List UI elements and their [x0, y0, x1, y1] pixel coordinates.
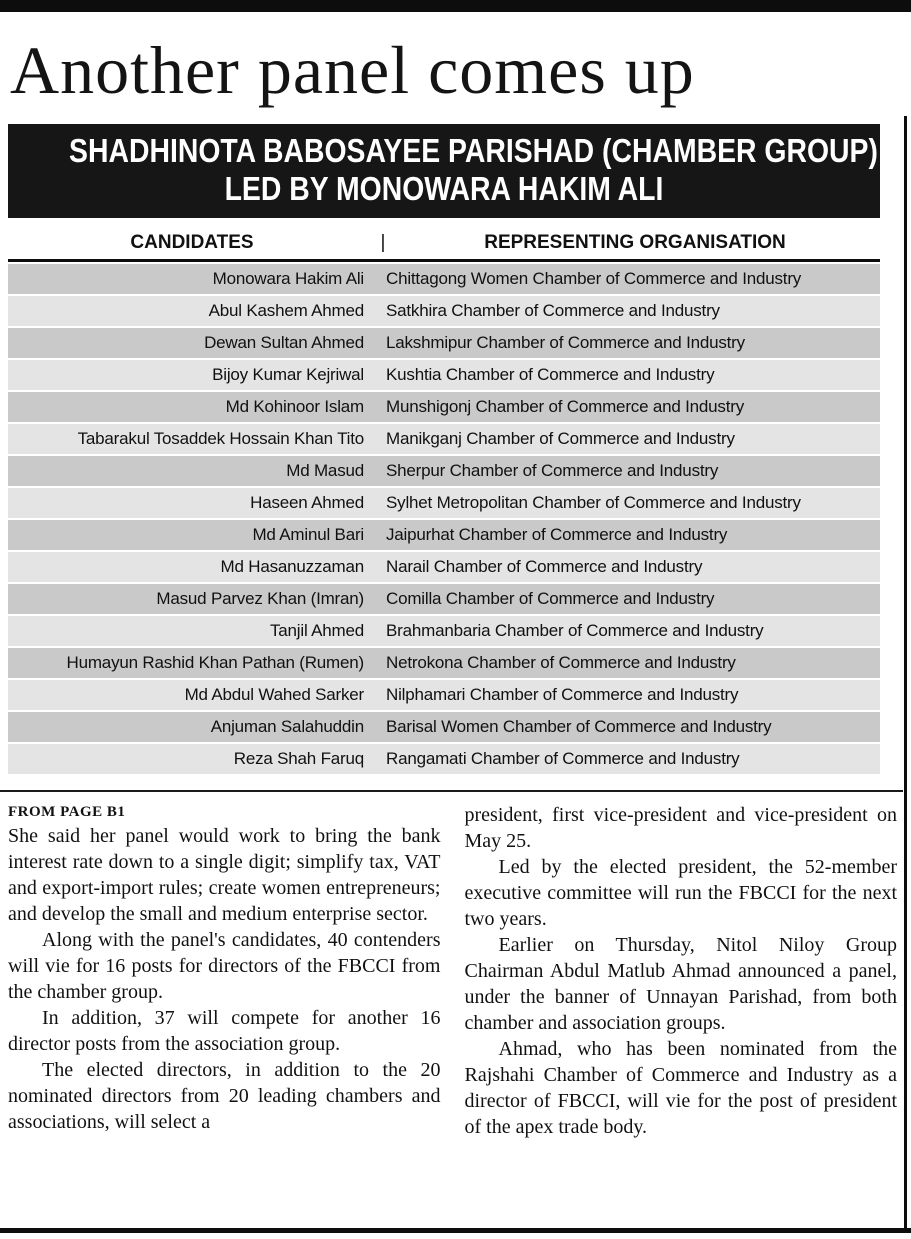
organisation-name: Chittagong Women Chamber of Commerce and Industry: [386, 269, 802, 288]
article-paragraph: Earlier on Thursday, Nitol Niloy Group Chairman Abdul Matlub Ahmad announced a panel, under the banner of Unnayan Parishad, from both chamber and association groups.: [464, 934, 897, 1034]
candidate-name: Reza Shah Faruq: [233, 749, 364, 768]
table-row: [8, 360, 880, 390]
article-paragraph: president, first vice-president and vice-president on May 25.: [464, 804, 897, 852]
article-column-left: [8, 802, 441, 1140]
table-row: [8, 264, 880, 294]
candidate-name: Md Kohinoor Islam: [225, 397, 364, 416]
table-row: [8, 392, 880, 422]
bottom-rule: [0, 1228, 911, 1233]
from-page-kicker: FROM PAGE B1: [8, 804, 126, 820]
article-column-right: [465, 802, 898, 1140]
organisation-name: Comilla Chamber of Commerce and Industry: [386, 589, 715, 608]
headline: Another panel comes up: [10, 32, 695, 108]
header-representing-organisation: REPRESENTING ORGANISATION: [484, 232, 786, 253]
panel-banner: [8, 124, 880, 218]
table-row: [8, 616, 880, 646]
organisation-name: Satkhira Chamber of Commerce and Industry: [386, 301, 720, 320]
candidate-name: Dewan Sultan Ahmed: [204, 333, 364, 352]
article-paragraph: Led by the elected president, the 52-member executive committee will run the FBCCI for the next two years.: [464, 856, 897, 930]
organisation-name: Sherpur Chamber of Commerce and Industry: [386, 461, 719, 480]
organisation-name: Munshigonj Chamber of Commerce and Industry: [386, 397, 745, 416]
table-row: [8, 648, 880, 678]
table-row: [8, 584, 880, 614]
candidate-name: Bijoy Kumar Kejriwal: [212, 365, 364, 384]
organisation-name: Sylhet Metropolitan Chamber of Commerce and Industry: [386, 493, 801, 512]
candidate-name: Tabarakul Tosaddek Hossain Khan Tito: [77, 429, 364, 448]
candidates-table: [8, 228, 880, 774]
article-paragraph: She said her panel would work to bring the bank interest rate down to a single digit; simplify tax, VAT and export-import rules; create women entrepreneurs; and develop the small and medium enterprise sector.: [8, 825, 441, 925]
table-row: [8, 680, 880, 710]
table-row: [8, 456, 880, 486]
article-paragraphs-right: [465, 802, 898, 1140]
table-row: [8, 328, 880, 358]
right-edge-rule: [904, 116, 907, 1228]
table-row: [8, 488, 880, 518]
organisation-name: Barisal Women Chamber of Commerce and Industry: [386, 717, 772, 736]
candidate-name: Abul Kashem Ahmed: [208, 301, 364, 320]
candidate-name: Monowara Hakim Ali: [212, 269, 364, 288]
header-separator: |: [380, 232, 386, 253]
banner-line1: SHADHINOTA BABOSAYEE PARISHAD (CHAMBER GROUP): [69, 132, 878, 169]
article-paragraphs-left: [8, 823, 441, 1135]
organisation-name: Narail Chamber of Commerce and Industry: [386, 557, 703, 576]
candidate-name: Humayun Rashid Khan Pathan (Rumen): [66, 653, 364, 672]
organisation-name: Lakshmipur Chamber of Commerce and Industry: [386, 333, 745, 352]
table-header-row: [8, 228, 880, 262]
candidate-name: Md Masud: [286, 461, 364, 480]
organisation-name: Kushtia Chamber of Commerce and Industry: [386, 365, 715, 384]
candidate-name: Anjuman Salahuddin: [210, 717, 364, 736]
organisation-name: Brahmanbaria Chamber of Commerce and Industry: [386, 621, 764, 640]
article-paragraph: Ahmad, who has been nominated from the Rajshahi Chamber of Commerce and Industry as a director of FBCCI, will vie for the post of president of the apex trade body.: [464, 1038, 897, 1138]
article-paragraph: The elected directors, in addition to the 20 nominated directors from 20 leading chambers and associations, will select a: [8, 1059, 441, 1133]
table-row: [8, 744, 880, 774]
organisation-name: Nilphamari Chamber of Commerce and Industry: [386, 685, 739, 704]
article-paragraph: Along with the panel's candidates, 40 contenders will vie for 16 posts for directors of the FBCCI from the chamber group.: [8, 929, 441, 1003]
article-divider-rule: [0, 790, 903, 792]
article-body: [8, 802, 897, 1140]
table-row: [8, 552, 880, 582]
organisation-name: Rangamati Chamber of Commerce and Industry: [386, 749, 740, 768]
candidate-name: Masud Parvez Khan (Imran): [156, 589, 364, 608]
table-row: [8, 296, 880, 326]
organisation-name: Jaipurhat Chamber of Commerce and Industry: [386, 525, 728, 544]
candidate-name: Md Abdul Wahed Sarker: [184, 685, 364, 704]
candidates-table-body: [8, 264, 880, 774]
top-rule: [0, 0, 911, 12]
header-candidates: CANDIDATES: [130, 232, 254, 253]
candidate-name: Md Hasanuzzaman: [220, 557, 364, 576]
table-row: [8, 520, 880, 550]
candidate-name: Haseen Ahmed: [250, 493, 364, 512]
article-paragraph: In addition, 37 will compete for another 16 director posts from the association group.: [8, 1007, 441, 1055]
organisation-name: Netrokona Chamber of Commerce and Industry: [386, 653, 736, 672]
candidate-name: Md Aminul Bari: [252, 525, 364, 544]
table-row: [8, 712, 880, 742]
candidate-name: Tanjil Ahmed: [270, 621, 364, 640]
organisation-name: Manikganj Chamber of Commerce and Industry: [386, 429, 735, 448]
banner-line2: LED BY MONOWARA HAKIM ALI: [224, 170, 664, 207]
table-row: [8, 424, 880, 454]
